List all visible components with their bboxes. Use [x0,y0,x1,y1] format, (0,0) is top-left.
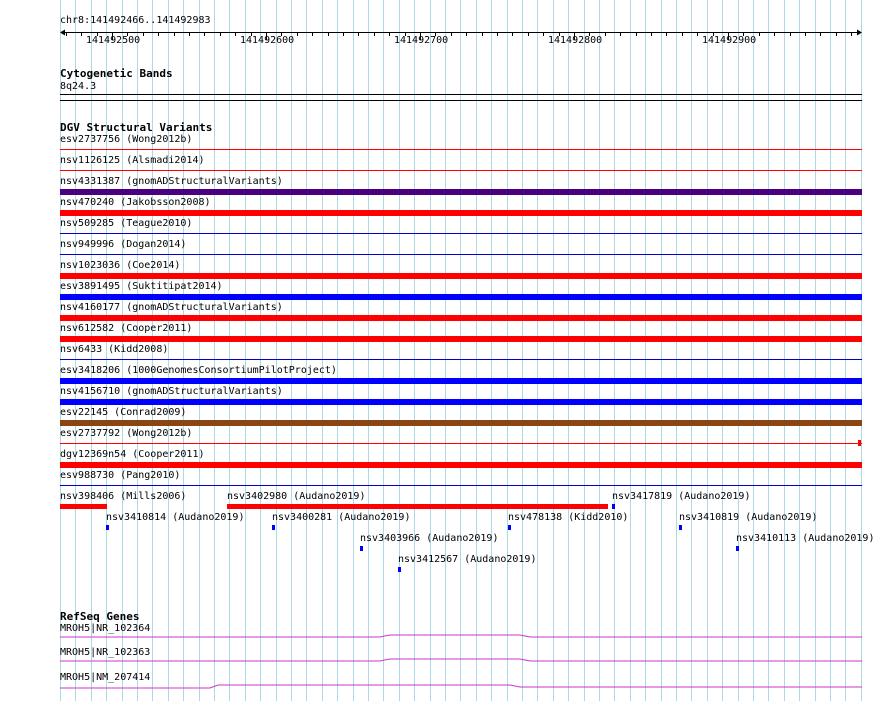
variant-bar[interactable] [360,546,363,551]
variant-bar[interactable] [60,359,862,360]
ruler-tick-label: 141492600 [240,35,295,46]
variant-label: nsv612582 (Cooper2011) [60,323,193,334]
gene-label: MROH5|NR_102364 [60,623,151,634]
variant-label: nsv470240 (Jakobsson2008) [60,197,211,208]
variant-bar[interactable] [60,378,862,384]
variant-bar[interactable] [60,210,862,216]
ruler-tick-label: 141492900 [702,35,757,46]
variant-bar[interactable] [106,525,109,530]
track-divider [60,100,862,101]
variant-bar[interactable] [60,273,862,279]
refseq-gene-models[interactable] [0,630,890,701]
variant-label: nsv3410113 (Audano2019) [736,533,875,544]
variant-bar[interactable] [60,170,862,171]
ruler-tick-label: 141492800 [548,35,603,46]
variant-bar[interactable] [60,420,862,426]
variant-bar[interactable] [60,443,862,444]
refseq-track-title: RefSeq Genes [60,610,140,623]
variant-bar[interactable] [508,525,511,530]
gene-model-line [60,685,862,688]
variant-bar[interactable] [60,399,862,405]
gene-label: MROH5|NM_207414 [60,672,151,683]
variant-bar[interactable] [60,189,862,195]
variant-label: nsv1023036 (Coe2014) [60,260,181,271]
variant-label: nsv3403966 (Audano2019) [360,533,499,544]
variant-bar[interactable] [60,315,862,321]
cytoband-line[interactable] [60,94,862,95]
variant-bar[interactable] [227,504,608,509]
ruler-tick-label: 141492700 [394,35,449,46]
variant-label: nsv398406 (Mills2006) [60,491,187,502]
variant-bar[interactable] [60,254,862,255]
variant-label: nsv4160177 (gnomADStructuralVariants) [60,302,283,313]
cytoband-label: 8q24.3 [60,81,97,92]
variant-bar[interactable] [736,546,739,551]
region-label: chr8:141492466..141492983 [60,15,211,26]
variant-bar[interactable] [60,149,862,150]
cytoband-track-title: Cytogenetic Bands [60,67,173,80]
variant-label: esv2737792 (Wong2012b) [60,428,193,439]
variant-label: nsv3417819 (Audano2019) [612,491,751,502]
variant-bar[interactable] [60,294,862,300]
dgv-track-title: DGV Structural Variants [60,121,213,134]
variant-label: esv988730 (Pang2010) [60,470,181,481]
variant-bar[interactable] [60,233,862,234]
variant-label: esv2737756 (Wong2012b) [60,134,193,145]
variant-label: nsv478138 (Kidd2010) [508,512,629,523]
variant-label: nsv3410819 (Audano2019) [679,512,818,523]
variant-label: nsv1126125 (Alsmadi2014) [60,155,205,166]
variant-end-marker[interactable] [858,440,861,446]
variant-label: nsv3410814 (Audano2019) [106,512,245,523]
variant-label: nsv949996 (Dogan2014) [60,239,187,250]
variant-bar[interactable] [60,504,107,509]
variant-label: esv22145 (Conrad2009) [60,407,187,418]
variant-bar[interactable] [60,336,862,342]
variant-bar[interactable] [272,525,275,530]
variant-bar[interactable] [60,462,862,468]
variant-label: nsv4331387 (gnomADStructuralVariants) [60,176,283,187]
variant-bar[interactable] [398,567,401,572]
variant-label: dgv12369n54 (Cooper2011) [60,449,205,460]
variant-label: nsv3400281 (Audano2019) [272,512,411,523]
variant-label: nsv509285 (Teague2010) [60,218,193,229]
gene-model-line [60,635,862,637]
variant-bar[interactable] [612,504,615,509]
variant-bar[interactable] [679,525,682,530]
ruler-tick-label: 141492500 [86,35,141,46]
gene-label: MROH5|NR_102363 [60,647,151,658]
variant-label: nsv6433 (Kidd2008) [60,344,169,355]
gene-model-line [60,659,862,661]
variant-label: nsv3402980 (Audano2019) [227,491,366,502]
variant-label: esv3891495 (Suktitipat2014) [60,281,223,292]
variant-label: nsv4156710 (gnomADStructuralVariants) [60,386,283,397]
variant-label: esv3418206 (1000GenomesConsortiumPilotProject) [60,365,337,376]
variant-bar[interactable] [60,485,862,486]
variant-label: nsv3412567 (Audano2019) [398,554,537,565]
